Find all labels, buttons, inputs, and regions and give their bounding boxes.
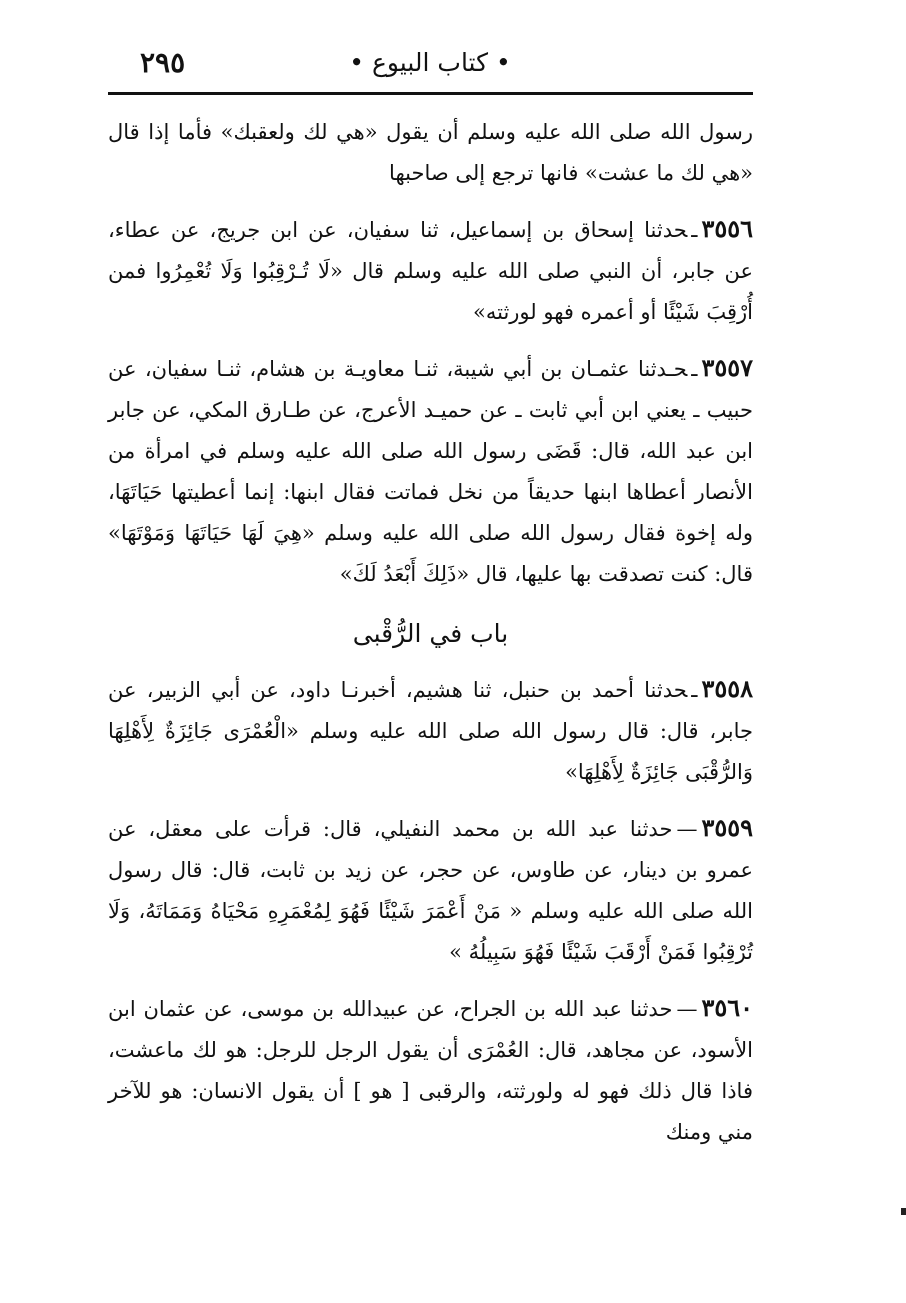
hadith-number: ٣٥٥٨	[701, 674, 753, 703]
hadith-paragraph: ٣٥٥٦ـحدثنا إسحاق بن إسماعيل، ثنا سفيان، عن ابن جريج، عن عطاء، عن جابر، أن النبي صلى الله عليه وسلم قال «لَا تُـرْقِبُوا وَلَا تُعْمِرُوا فمن أُرْقِبَ شَيْئًا أو أعمره فهو لورثته»	[108, 214, 753, 324]
paragraph-text: حدثنا أحمد بن حنبل، ثنا هشيم، أخبرنـا داود، عن أبي الزبير، عن جابر، قال: قال رسول الله صلى الله عليه وسلم «الْعُمْرَى جَائِزَةٌ لِأَهْلِهَا وَالرُّقْبَى جَائِزَةٌ لِأَهْلِهَا»	[108, 678, 753, 784]
hadith-paragraph: ٣٥٥٨ـحدثنا أحمد بن حنبل، ثنا هشيم، أخبرنـا داود، عن أبي الزبير، عن جابر، قال: قال رسول الله صلى الله عليه وسلم «الْعُمْرَى جَائِزَةٌ لِأَهْلِهَا وَالرُّقْبَى جَائِزَةٌ لِأَهْلِهَا»	[108, 674, 753, 784]
section-heading: باب في الرُّقْبى	[352, 619, 509, 648]
paragraph-text: حدثنا إسحاق بن إسماعيل، ثنا سفيان، عن ابن جريج، عن عطاء، عن جابر، أن النبي صلى الله عليه وسلم قال «لَا تُـرْقِبُوا وَلَا تُعْمِرُوا فمن أُرْقِبَ شَيْئًا أو أعمره فهو لورثته»	[108, 218, 753, 324]
hadith-number: ٣٥٥٧	[701, 353, 753, 382]
paragraph-text: رسول الله صلى الله عليه وسلم أن يقول «هي لك ولعقبك» فأما إذا قال «هي لك ما عشت» فانها ترجع إلى صاحبها	[108, 120, 753, 185]
hadith-paragraph: ٣٥٥٩—حدثنا عبد الله بن محمد النفيلي، قال: قرأت على معقل، عن عمرو بن دينار، عن طاوس، عن حجر، عن زيد بن ثابت، قال: قال رسول الله صلى الله عليه وسلم « مَنْ أَعْمَرَ شَيْئًا فَهُوَ لِمُعْمَرِهِ مَحْيَاهُ وَمَمَاتَهُ، وَلَا تُرْقِبُوا فَمَنْ أَرْقَبَ شَيْئًا فَهُوَ سَبِيلُهُ »	[108, 813, 753, 964]
paragraph-text: حدثنا عبد الله بن محمد النفيلي، قال: قرأت على معقل، عن عمرو بن دينار، عن طاوس، عن حجر، عن زيد بن ثابت، قال: قال رسول الله صلى الله عليه وسلم « مَنْ أَعْمَرَ شَيْئًا فَهُوَ لِمُعْمَرِهِ مَحْيَاهُ وَمَمَاتَهُ، وَلَا تُرْقِبُوا فَمَنْ أَرْقَبَ شَيْئًا فَهُوَ سَبِيلُهُ »	[108, 817, 753, 964]
paragraph-text: حدثنا عبد الله بن الجراح، عن عبيدالله بن موسى، عن عثمان ابن الأسود، عن مجاهد، قال: العُمْرَى أن يقول الرجل للرجل: هو لك ماعشت، فاذا قال ذلك فهو له ولورثته، والرقبى [ هو ] أن يقول الانسان: هو للآخر مني ومنك	[108, 997, 753, 1144]
paragraph-text: حـدثنا عثمـان بن أبي شيبة، ثنـا معاويـة بن هشام، ثنـا سفيان، عن حبيب ـ يعني ابن أبي ثابت ـ عن حميـد الأعرج، عن طـارق المكي، عن جابر ابن عبد الله، قال: قَضَى رسول الله صلى الله عليه وسلم في امرأة من الأنصار أعطاها ابنها حديقاً من نخل فماتت فقال ابنها: إنما أعطيتها حَيَاتَهَا، وله إخوة فقال رسول الله صلى الله عليه وسلم «هِيَ لَهَا حَيَاتَهَا وَمَوْتَهَا» قال: كنت تصدقت بها عليها، قال «ذَلِكَ أَبْعَدُ لَكَ»	[108, 357, 753, 586]
hadith-paragraph: ٣٥٦٠—حدثنا عبد الله بن الجراح، عن عبيدالله بن موسى، عن عثمان ابن الأسود، عن مجاهد، قال: العُمْرَى أن يقول الرجل للرجل: هو لك ماعشت، فاذا قال ذلك فهو له ولورثته، والرقبى [ هو ] أن يقول الانسان: هو للآخر مني ومنك	[108, 993, 753, 1144]
hadith-number: ٣٥٥٦	[701, 214, 753, 243]
hadith-paragraph: ٣٥٥٧ـحـدثنا عثمـان بن أبي شيبة، ثنـا معاويـة بن هشام، ثنـا سفيان، عن حبيب ـ يعني ابن أبي ثابت ـ عن حميـد الأعرج، عن طـارق المكي، عن جابر ابن عبد الله، قال: قَضَى رسول الله صلى الله عليه وسلم في امرأة من الأنصار أعطاها ابنها حديقاً من نخل فماتت فقال ابنها: إنما أعطيتها حَيَاتَهَا، وله إخوة فقال رسول الله صلى الله عليه وسلم «هِيَ لَهَا حَيَاتَهَا وَمَوْتَهَا» قال: كنت تصدقت بها عليها، قال «ذَلِكَ أَبْعَدُ لَكَ»	[108, 353, 753, 586]
hadith-number: ٣٥٦٠	[701, 993, 753, 1022]
header-rule	[108, 92, 753, 95]
page-body	[108, 112, 753, 1153]
paragraph-continuation	[108, 112, 753, 194]
page-number: ٢٩٥	[140, 46, 186, 79]
page-header	[110, 44, 750, 88]
running-title: • كتاب البيوع •	[349, 48, 511, 77]
margin-mark	[901, 1208, 906, 1215]
hadith-number: ٣٥٥٩	[701, 813, 753, 842]
